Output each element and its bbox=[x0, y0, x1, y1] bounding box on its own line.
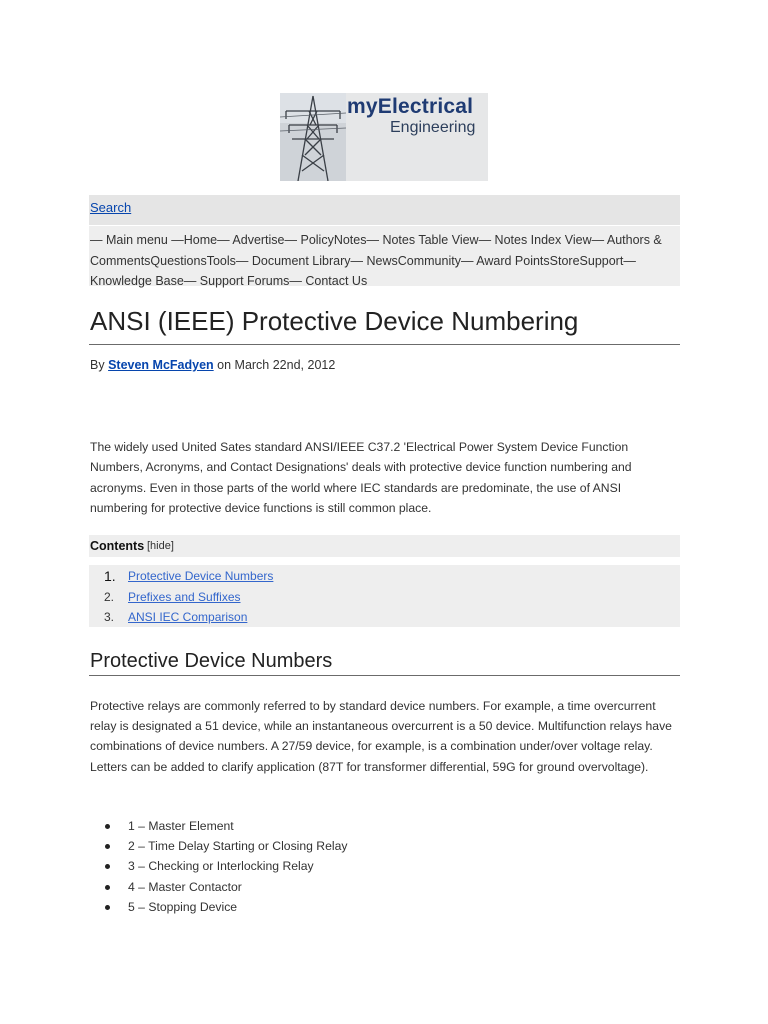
site-logo[interactable] bbox=[280, 93, 488, 181]
toc-link-ansi-iec-comparison[interactable]: ANSI IEC Comparison bbox=[128, 610, 248, 624]
main-menu bbox=[89, 226, 680, 286]
page-title: ANSI (IEEE) Protective Device Numbering bbox=[90, 306, 579, 336]
toc-header bbox=[89, 535, 680, 557]
list-item bbox=[90, 856, 650, 876]
section-paragraph: Protective relays are commonly referred to by standard device numbers. For example, a time overcurrent relay is designated a 51 device, while an instantaneous overcurrent is a 50 device. Multifunction relays have combinations of device numbers. A 27/59 device, for example, is a combination under/over voltage relay. Letters can be added to clarify application (87T for transformer differential, 59G for ground overvoltage). bbox=[90, 699, 672, 774]
search-link[interactable]: Search bbox=[90, 200, 132, 215]
device-number-list bbox=[90, 816, 650, 917]
bullet-icon bbox=[105, 885, 110, 890]
toc-item-number: 3. bbox=[104, 610, 115, 624]
toc-item bbox=[89, 566, 680, 586]
bullet-icon bbox=[105, 844, 110, 849]
logo-title: myElectrical bbox=[347, 95, 474, 118]
list-item-text: 2 – Time Delay Starting or Closing Relay bbox=[128, 839, 348, 854]
bullet-icon bbox=[105, 905, 110, 910]
list-item bbox=[90, 897, 650, 917]
toc-link-protective-device-numbers[interactable]: Protective Device Numbers bbox=[128, 569, 274, 583]
byline bbox=[90, 358, 335, 372]
intro-paragraph: The widely used United Sates standard ANSI/IEEE C37.2 'Electrical Power System Device Function Numbers, Acronyms, and Contact Designations' deals with protective device function numbering and acronyms. Even in those parts of the world where IEC standards are predominate, the use of ANSI numbering for protective device functions is still common place. bbox=[90, 440, 632, 515]
byline-date: on March 22nd, 2012 bbox=[217, 358, 336, 372]
byline-prefix: By bbox=[90, 358, 105, 372]
list-item bbox=[90, 836, 650, 856]
list-item bbox=[90, 816, 650, 836]
list-item-text: 1 – Master Element bbox=[128, 819, 234, 833]
list-item-text: 4 – Master Contactor bbox=[128, 879, 242, 894]
list-item bbox=[90, 877, 650, 897]
bullet-icon bbox=[105, 864, 110, 869]
title-divider bbox=[89, 344, 680, 345]
list-item-text: 5 – Stopping Device bbox=[128, 899, 238, 914]
toc-item bbox=[89, 587, 680, 607]
toc-title: Contents bbox=[90, 539, 145, 553]
logo-subtitle: Engineering bbox=[390, 119, 476, 136]
author-link[interactable]: Steven McFadyen bbox=[108, 358, 214, 372]
section-divider bbox=[89, 675, 680, 676]
main-menu-links[interactable]: — Main menu —Home— Advertise— PolicyNotes— Notes Table View— Notes Index View— Authors & CommentsQuestionsTools— Document Library— NewsCommunity— Award PointsStoreSupport— Knowledge Base— Support Forums— Contact Us bbox=[90, 233, 662, 288]
pylon-icon bbox=[280, 93, 346, 181]
toc-link-prefixes-and-suffixes[interactable]: Prefixes and Suffixes bbox=[128, 590, 241, 604]
list-item-text: 3 – Checking or Interlocking Relay bbox=[128, 859, 314, 874]
toc-item-number: 2. bbox=[104, 590, 115, 604]
toc-item-number: 1. bbox=[104, 568, 116, 584]
section-heading: Protective Device Numbers bbox=[90, 650, 333, 672]
bullet-icon bbox=[105, 824, 110, 829]
toc-hide-toggle[interactable]: [hide] bbox=[147, 540, 174, 552]
toc-item bbox=[89, 607, 680, 627]
search-bar bbox=[89, 195, 680, 225]
toc-list bbox=[89, 565, 680, 627]
